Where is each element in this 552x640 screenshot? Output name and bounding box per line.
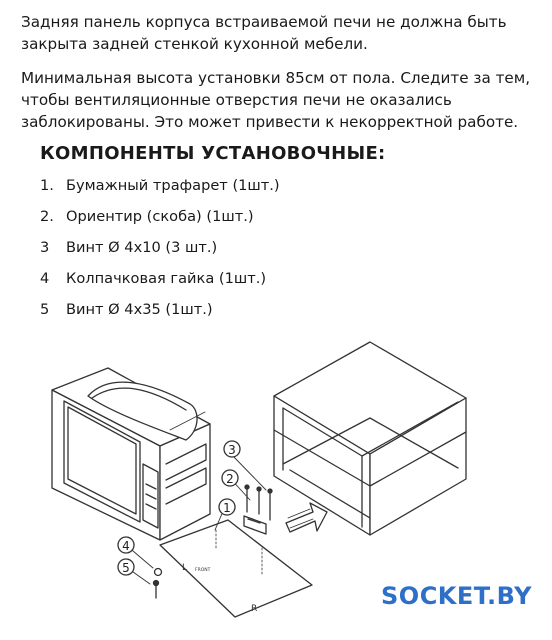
- callout-5: [118, 559, 134, 575]
- list-item-text: Колпачковая гайка (1шт.): [66, 270, 267, 287]
- svg-text:4: 4: [122, 539, 130, 553]
- callout-4: [118, 537, 134, 553]
- list-item-text: Винт Ø 4х35 (1шт.): [66, 301, 213, 318]
- brand-watermark-logo: SOCKET.BY: [381, 582, 532, 610]
- list-item: [40, 301, 280, 332]
- svg-text:3: 3: [228, 443, 236, 457]
- list-item-number: 1.: [40, 177, 54, 194]
- oven-illustration: [52, 368, 210, 540]
- list-item-text: Бумажный трафарет (1шт.): [66, 177, 280, 194]
- callout-1: [219, 499, 235, 515]
- template-mark-front: FRONT: [195, 568, 211, 573]
- list-item: [40, 177, 280, 208]
- template-mark-left: L: [182, 563, 188, 573]
- list-item-text: Винт Ø 4х10 (3 шт.): [66, 239, 218, 256]
- intro-paragraph-height: Минимальная высота установки 85см от пола. Следите за тем, чтобы вентиляционные отверстия печи не оказались заблокированы. Это может привести к некорректной работе.: [21, 69, 531, 131]
- svg-text:2: 2: [226, 472, 234, 486]
- list-item-text: Ориентир (скоба) (1шт.): [66, 208, 254, 225]
- callout-2: [222, 470, 238, 486]
- svg-text:5: 5: [122, 561, 130, 575]
- list-item-number: 4: [40, 270, 50, 287]
- insert-direction-arrow-icon: [286, 503, 327, 532]
- list-item-number: 2.: [40, 208, 54, 225]
- list-item: [40, 270, 280, 301]
- paper-template-illustration: [160, 520, 312, 617]
- components-list: [40, 177, 280, 332]
- bracket-illustration: [244, 516, 266, 534]
- svg-text:1: 1: [223, 501, 231, 515]
- callout-3: [224, 441, 240, 457]
- list-item: [40, 208, 280, 239]
- template-mark-right: R: [251, 604, 258, 614]
- list-item-number: 3: [40, 239, 50, 256]
- components-heading: КОМПОНЕНТЫ УСТАНОВОЧНЫЕ:: [40, 143, 386, 164]
- cabinet-illustration: [274, 342, 466, 535]
- list-item-number: 5: [40, 301, 50, 318]
- intro-paragraph-back-panel: Задняя панель корпуса встраиваемой печи не должна быть закрыта задней стенкой кухонной мебели.: [21, 13, 507, 53]
- list-item: [40, 239, 280, 270]
